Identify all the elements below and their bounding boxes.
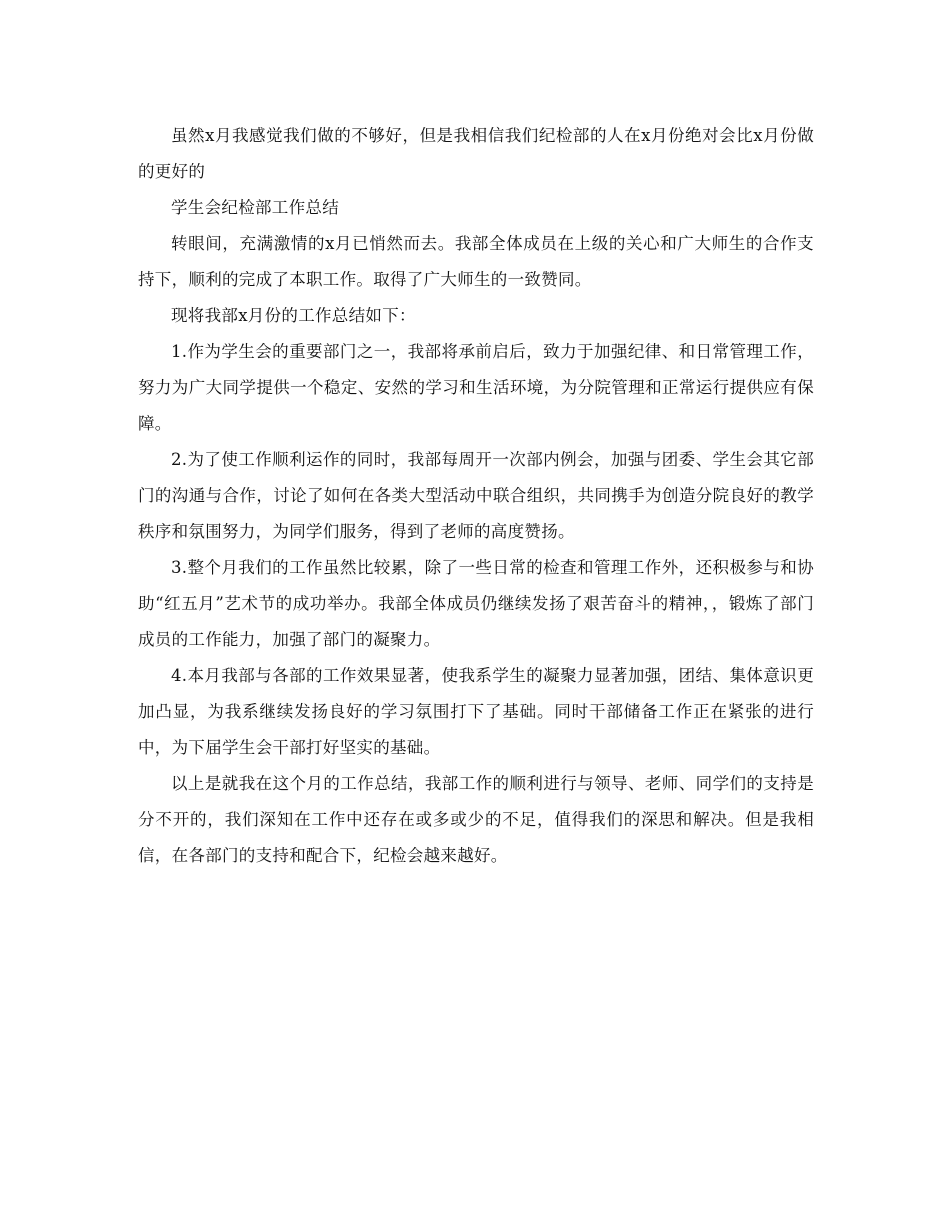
paragraph-summary-lead: 现将我部x月份的工作总结如下： — [171, 306, 416, 325]
paragraph-opening: 转眼间，充满激情的x月已悄然而去。我部全体成员在上级的关心和广大师生的合作支持下，顺利的完成了本职工作。取得了广大师生的一致赞同。 — [138, 234, 814, 289]
paragraph-item-4: 4.本月我部与各部的工作效果显著，使我系学生的凝聚力显著加强，团结、集体意识更加凸显，为我系继续发扬良好的学习氛围打下了基础。同时干部储备工作正在紧张的进行中，为下届学生会干部打好坚实的基础。 — [138, 666, 814, 757]
document-heading: 学生会纪检部工作总结 — [171, 198, 339, 217]
document-body — [138, 118, 814, 874]
paragraph-item-3: 3.整个月我们的工作虽然比较累，除了一些日常的检查和管理工作外，还积极参与和协助“红五月”艺术节的成功举办。我部全体成员仍继续发扬了艰苦奋斗的精神，，锻炼了部门成员的工作能力，加强了部门的凝聚力。 — [138, 558, 814, 649]
paragraph-item-1: 1.作为学生会的重要部门之一，我部将承前启后，致力于加强纪律、和日常管理工作，努力为广大同学提供一个稳定、安然的学习和生活环境，为分院管理和正常运行提供应有保障。 — [138, 342, 814, 433]
paragraph-conclusion: 以上是就我在这个月的工作总结，我部工作的顺利进行与领导、老师、同学们的支持是分不开的，我们深知在工作中还存在或多或少的不足，值得我们的深思和解决。但是我相信，在各部门的支持和配合下，纪检会越来越好。 — [138, 774, 814, 865]
paragraph-item-2: 2.为了使工作顺利运作的同时，我部每周开一次部内例会，加强与团委、学生会其它部门的沟通与合作，讨论了如何在各类大型活动中联合组织，共同携手为创造分院良好的教学秩序和氛围努力，为同学们服务，得到了老师的高度赞扬。 — [138, 450, 814, 541]
paragraph-intro: 虽然x月我感觉我们做的不够好，但是我相信我们纪检部的人在x月份绝对会比x月份做的更好的 — [138, 126, 814, 181]
